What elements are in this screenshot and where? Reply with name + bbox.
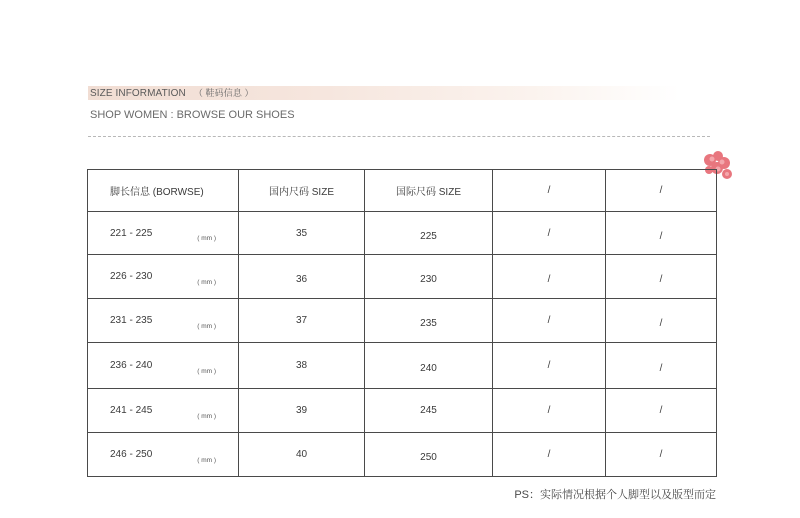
col-foot-length-header: 脚长信息 (BORWSE) [88,170,239,212]
foot-length-cell: 241 - 245 ( mm ) [88,389,239,433]
col-4-cell: / [493,212,606,255]
unit-label: ( mm ) [197,235,216,242]
col-4-cell: / [493,389,606,433]
intl-size-cell: 230 [365,255,493,299]
col-5-cell: / [606,343,717,389]
col-cn-size-header: 国内尺码 SIZE [239,170,365,212]
col-4-cell: / [493,343,606,389]
table-row [88,212,717,255]
table-row [88,433,717,477]
col-4-cell: / [493,255,606,299]
section-subtitle: SHOP WOMEN : BROWSE OUR SHOES [90,109,295,121]
section-title-cn: （ 鞋码信息 ） [193,88,254,98]
cn-size-cell: 35 [239,212,365,255]
intl-size-cell: 235 [365,299,493,343]
col-4-header: / [493,170,606,212]
table-row [88,299,717,343]
foot-length-cell: 236 - 240 ( mm ) [88,343,239,389]
section-title-en: SIZE INFORMATION [90,88,186,99]
table-row [88,255,717,299]
table-row [88,343,717,389]
intl-size-cell: 225 [365,212,493,255]
col-5-cell: / [606,255,717,299]
foot-length-cell: 246 - 250 ( mm ) [88,433,239,477]
unit-label: ( mm ) [197,278,216,286]
unit-label: ( mm ) [197,322,216,330]
dashed-divider [88,136,710,137]
size-table [87,169,717,477]
col-5-cell: / [606,389,717,433]
cn-size-cell: 36 [239,255,365,299]
cn-size-cell: 39 [239,389,365,433]
cn-size-cell: 38 [239,343,365,389]
foot-length-cell: 231 - 235 ( mm ) [88,299,239,343]
col-5-cell: / [606,212,717,255]
intl-size-cell: 245 [365,389,493,433]
col-5-cell: / [606,433,717,477]
cn-size-cell: 37 [239,299,365,343]
col-intl-size-header: 国际尺码 SIZE [365,170,493,212]
col-5-header: / [606,170,717,212]
unit-label: ( mm ) [197,456,216,464]
unit-label: ( mm ) [197,412,216,420]
intl-size-cell: 250 [365,433,493,477]
unit-label: ( mm ) [197,367,216,375]
col-4-cell: / [493,299,606,343]
section-title [90,86,254,101]
table-header-row [88,170,717,212]
cn-size-cell: 40 [239,433,365,477]
table-row [88,389,717,433]
col-5-cell: / [606,299,717,343]
intl-size-cell: 240 [365,343,493,389]
foot-length-cell: 226 - 230 ( mm ) [88,255,239,299]
ps-note: PS：实际情况根据个人脚型以及版型而定 [514,489,716,501]
col-4-cell: / [493,433,606,477]
foot-length-cell: 221 - 225 ( mm ) [88,212,239,255]
